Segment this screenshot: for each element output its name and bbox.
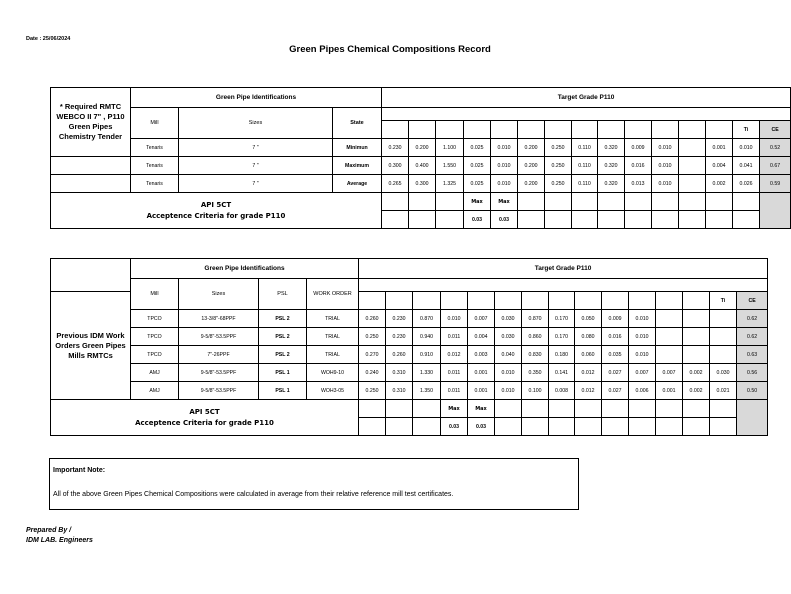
value-cell: 0.041 xyxy=(733,157,760,175)
value-cell: 0.027 xyxy=(602,382,629,400)
value-cell: 0.080 xyxy=(575,328,602,346)
value-cell xyxy=(683,346,710,364)
ce-value-cell: 0.62 xyxy=(737,310,768,328)
value-cell: 1.325 xyxy=(436,175,464,193)
value-cell: 0.010 xyxy=(652,139,679,157)
max-label: Max xyxy=(468,400,495,418)
ce-value-cell: 0.52 xyxy=(760,139,791,157)
value-cell xyxy=(710,346,737,364)
row-work-order: WOH9-10 xyxy=(307,364,359,382)
table2-col-sizes: Sizes xyxy=(179,279,259,310)
row-size: 9-5/8"-53.5PPF xyxy=(179,328,259,346)
value-cell: 0.240 xyxy=(359,364,386,382)
table-row xyxy=(51,346,768,364)
value-cell: 0.320 xyxy=(598,139,625,157)
value-cell xyxy=(656,328,683,346)
row-size: 13-3/8"-68PPF xyxy=(179,310,259,328)
table2-col-work-order: WORK ORDER xyxy=(307,279,359,310)
value-cell: 0.250 xyxy=(359,382,386,400)
value-cell: 0.010 xyxy=(629,310,656,328)
value-cell: 0.350 xyxy=(522,364,549,382)
value-cell xyxy=(679,175,706,193)
row-mill: TPCO xyxy=(131,310,179,328)
value-cell: 0.001 xyxy=(656,382,683,400)
value-cell: 0.010 xyxy=(491,175,518,193)
value-cell: 0.010 xyxy=(491,157,518,175)
important-note-box xyxy=(49,458,579,510)
value-cell: 0.012 xyxy=(575,364,602,382)
row-mill: AMJ xyxy=(131,364,179,382)
value-cell: 0.200 xyxy=(518,139,545,157)
value-cell: 1.100 xyxy=(436,139,464,157)
value-cell: 0.011 xyxy=(441,364,468,382)
value-cell: 0.012 xyxy=(575,382,602,400)
value-cell: 0.060 xyxy=(575,346,602,364)
value-cell: 0.010 xyxy=(491,139,518,157)
value-cell xyxy=(679,157,706,175)
ce-value-cell: 0.63 xyxy=(737,346,768,364)
value-cell: 0.310 xyxy=(386,382,413,400)
value-cell: 0.200 xyxy=(518,157,545,175)
row-mill: TPCO xyxy=(131,346,179,364)
value-cell: 0.010 xyxy=(652,157,679,175)
max-value: 0.03 xyxy=(441,418,468,436)
value-cell: 0.016 xyxy=(625,157,652,175)
value-cell: 0.001 xyxy=(468,382,495,400)
value-cell xyxy=(683,328,710,346)
row-state: Average xyxy=(333,175,382,193)
value-cell: 0.010 xyxy=(495,364,522,382)
ce-value-cell: 0.67 xyxy=(760,157,791,175)
value-cell: 0.010 xyxy=(629,346,656,364)
row-size: 9-5/8"-53.5PPF xyxy=(179,382,259,400)
prepared-by-name: IDM LAB. Engineers xyxy=(26,537,93,544)
value-cell xyxy=(656,310,683,328)
table2-ident-header: Green Pipe Identifications xyxy=(131,259,359,279)
value-cell: 0.170 xyxy=(549,328,575,346)
row-mill: Tenaris xyxy=(131,139,179,157)
date-label: Date : 25/06/2024 xyxy=(26,36,71,42)
table-row xyxy=(51,310,768,328)
value-cell: 0.250 xyxy=(359,328,386,346)
table-row xyxy=(51,157,791,175)
value-cell: 0.002 xyxy=(683,364,710,382)
value-cell: 0.265 xyxy=(382,175,409,193)
value-cell: 0.040 xyxy=(495,346,522,364)
value-cell: 0.010 xyxy=(652,175,679,193)
table-row xyxy=(51,139,791,157)
value-cell: 0.011 xyxy=(441,382,468,400)
value-cell: 0.010 xyxy=(629,328,656,346)
prepared-by xyxy=(26,526,93,546)
table-row xyxy=(51,328,768,346)
row-state: Minimun xyxy=(333,139,382,157)
value-cell: 0.400 xyxy=(409,157,436,175)
value-cell: 1.330 xyxy=(413,364,441,382)
row-mill: AMJ xyxy=(131,382,179,400)
value-cell: 0.002 xyxy=(706,175,733,193)
value-cell: 0.250 xyxy=(545,157,572,175)
value-cell: 0.007 xyxy=(468,310,495,328)
chemistry-tender-table xyxy=(50,87,791,229)
value-cell: 0.006 xyxy=(629,382,656,400)
value-cell: 0.050 xyxy=(575,310,602,328)
table-row xyxy=(51,382,768,400)
table2-col-psl: PSL xyxy=(259,279,307,310)
max-value: 0.03 xyxy=(468,418,495,436)
table2-side-label: Previous IDM Work Orders Green Pipes Mills RMTCs xyxy=(51,292,131,400)
table-row xyxy=(51,364,768,382)
value-cell: 0.320 xyxy=(598,157,625,175)
table1-element-header-row xyxy=(382,108,791,121)
value-cell: 0.300 xyxy=(382,157,409,175)
table2-ti-label: Ti xyxy=(710,292,737,310)
value-cell: 0.260 xyxy=(359,310,386,328)
value-cell: 0.320 xyxy=(598,175,625,193)
max-value: 0.03 xyxy=(464,211,491,229)
value-cell: 0.026 xyxy=(733,175,760,193)
value-cell: 0.010 xyxy=(733,139,760,157)
table2-api-criteria xyxy=(51,400,359,436)
value-cell: 0.010 xyxy=(495,382,522,400)
row-size: 7 " xyxy=(179,157,333,175)
table2-target-header: Target Grade P110 xyxy=(359,259,768,279)
row-psl: PSL 1 xyxy=(259,382,307,400)
value-cell: 0.110 xyxy=(572,157,598,175)
value-cell: 0.940 xyxy=(413,328,441,346)
row-size: 9-5/8"-53.5PPF xyxy=(179,364,259,382)
value-cell: 0.200 xyxy=(518,175,545,193)
value-cell: 0.035 xyxy=(602,346,629,364)
value-cell: 0.110 xyxy=(572,175,598,193)
row-size: 7 " xyxy=(179,139,333,157)
ce-value-cell: 0.56 xyxy=(737,364,768,382)
value-cell: 0.230 xyxy=(386,328,413,346)
api-title: API 5CT xyxy=(200,200,232,209)
table2-ce-label: CE xyxy=(737,292,768,310)
value-cell xyxy=(656,346,683,364)
value-cell: 1.550 xyxy=(436,157,464,175)
value-cell: 0.013 xyxy=(625,175,652,193)
value-cell: 0.025 xyxy=(464,139,491,157)
ce-value-cell: 0.50 xyxy=(737,382,768,400)
value-cell: 1.350 xyxy=(413,382,441,400)
value-cell: 0.270 xyxy=(359,346,386,364)
row-work-order: WOH3-05 xyxy=(307,382,359,400)
value-cell: 0.230 xyxy=(382,139,409,157)
page-title: Green Pipes Chemical Compositions Record xyxy=(289,44,491,55)
value-cell: 0.021 xyxy=(710,382,737,400)
table1-col-state: State xyxy=(333,108,382,139)
table1-target-header: Target Grade P110 xyxy=(382,88,791,108)
table1-col-mill: Mill xyxy=(131,108,179,139)
value-cell: 0.250 xyxy=(545,139,572,157)
max-label: Max xyxy=(441,400,468,418)
value-cell: 0.030 xyxy=(495,328,522,346)
row-psl: PSL 2 xyxy=(259,346,307,364)
value-cell: 0.830 xyxy=(522,346,549,364)
row-size: 7"-26PPF xyxy=(179,346,259,364)
table1-api-criteria xyxy=(51,193,382,229)
api-title: API 5CT xyxy=(189,407,220,416)
value-cell: 0.001 xyxy=(706,139,733,157)
table1-ti-label: Ti xyxy=(733,121,760,139)
previous-work-orders-table xyxy=(50,258,768,436)
max-label: Max xyxy=(464,193,491,211)
ce-value-cell: 0.62 xyxy=(737,328,768,346)
value-cell: 0.030 xyxy=(710,364,737,382)
note-heading: Important Note: xyxy=(53,467,106,474)
value-cell: 0.260 xyxy=(386,346,413,364)
max-value: 0.03 xyxy=(491,211,518,229)
row-mill: Tenaris xyxy=(131,157,179,175)
table1-col-sizes: Sizes xyxy=(179,108,333,139)
row-mill: Tenaris xyxy=(131,175,179,193)
api-subtitle: Acceptence Criteria for grade P110 xyxy=(146,211,286,220)
value-cell: 0.030 xyxy=(495,310,522,328)
table-row xyxy=(51,175,791,193)
value-cell: 0.170 xyxy=(549,310,575,328)
value-cell: 0.016 xyxy=(602,328,629,346)
row-psl: PSL 1 xyxy=(259,364,307,382)
value-cell: 0.025 xyxy=(464,157,491,175)
api-subtitle: Acceptence Criteria for grade P110 xyxy=(135,418,274,427)
value-cell: 0.004 xyxy=(706,157,733,175)
value-cell: 0.200 xyxy=(409,139,436,157)
value-cell xyxy=(710,328,737,346)
value-cell: 0.141 xyxy=(549,364,575,382)
value-cell: 0.009 xyxy=(625,139,652,157)
value-cell: 0.025 xyxy=(464,175,491,193)
max-label: Max xyxy=(491,193,518,211)
value-cell: 0.300 xyxy=(409,175,436,193)
value-cell: 0.870 xyxy=(522,310,549,328)
table1-side-label: * Required RMTC WEBCO II 7" , P110 Green Pipes Chemistry Tender xyxy=(51,88,131,157)
value-cell: 0.012 xyxy=(441,346,468,364)
ce-value-cell: 0.59 xyxy=(760,175,791,193)
value-cell: 0.007 xyxy=(629,364,656,382)
prepared-by-label: Prepared By / xyxy=(26,527,72,534)
note-body: All of the above Green Pipes Chemical Compositions were calculated in average from their relative reference mill test certificates. xyxy=(53,491,454,498)
value-cell: 0.250 xyxy=(545,175,572,193)
value-cell: 0.910 xyxy=(413,346,441,364)
value-cell: 0.870 xyxy=(413,310,441,328)
value-cell: 0.007 xyxy=(656,364,683,382)
value-cell: 0.009 xyxy=(602,310,629,328)
table1-ident-header: Green Pipe Identifications xyxy=(131,88,382,108)
value-cell xyxy=(679,139,706,157)
value-cell: 0.004 xyxy=(468,328,495,346)
row-size: 7 " xyxy=(179,175,333,193)
table1-ce-label: CE xyxy=(760,121,791,139)
table2-col-mill: Mill xyxy=(131,279,179,310)
value-cell: 0.027 xyxy=(602,364,629,382)
value-cell: 0.010 xyxy=(441,310,468,328)
value-cell: 0.860 xyxy=(522,328,549,346)
value-cell: 0.110 xyxy=(572,139,598,157)
value-cell: 0.001 xyxy=(468,364,495,382)
row-work-order: TRIAL xyxy=(307,328,359,346)
value-cell: 0.310 xyxy=(386,364,413,382)
row-psl: PSL 2 xyxy=(259,328,307,346)
row-state: Maximum xyxy=(333,157,382,175)
row-mill: TPCO xyxy=(131,328,179,346)
value-cell: 0.180 xyxy=(549,346,575,364)
value-cell: 0.002 xyxy=(683,382,710,400)
value-cell xyxy=(683,310,710,328)
row-work-order: TRIAL xyxy=(307,310,359,328)
row-work-order: TRIAL xyxy=(307,346,359,364)
value-cell xyxy=(710,310,737,328)
value-cell: 0.011 xyxy=(441,328,468,346)
value-cell: 0.100 xyxy=(522,382,549,400)
value-cell: 0.008 xyxy=(549,382,575,400)
row-psl: PSL 2 xyxy=(259,310,307,328)
value-cell: 0.003 xyxy=(468,346,495,364)
value-cell: 0.230 xyxy=(386,310,413,328)
